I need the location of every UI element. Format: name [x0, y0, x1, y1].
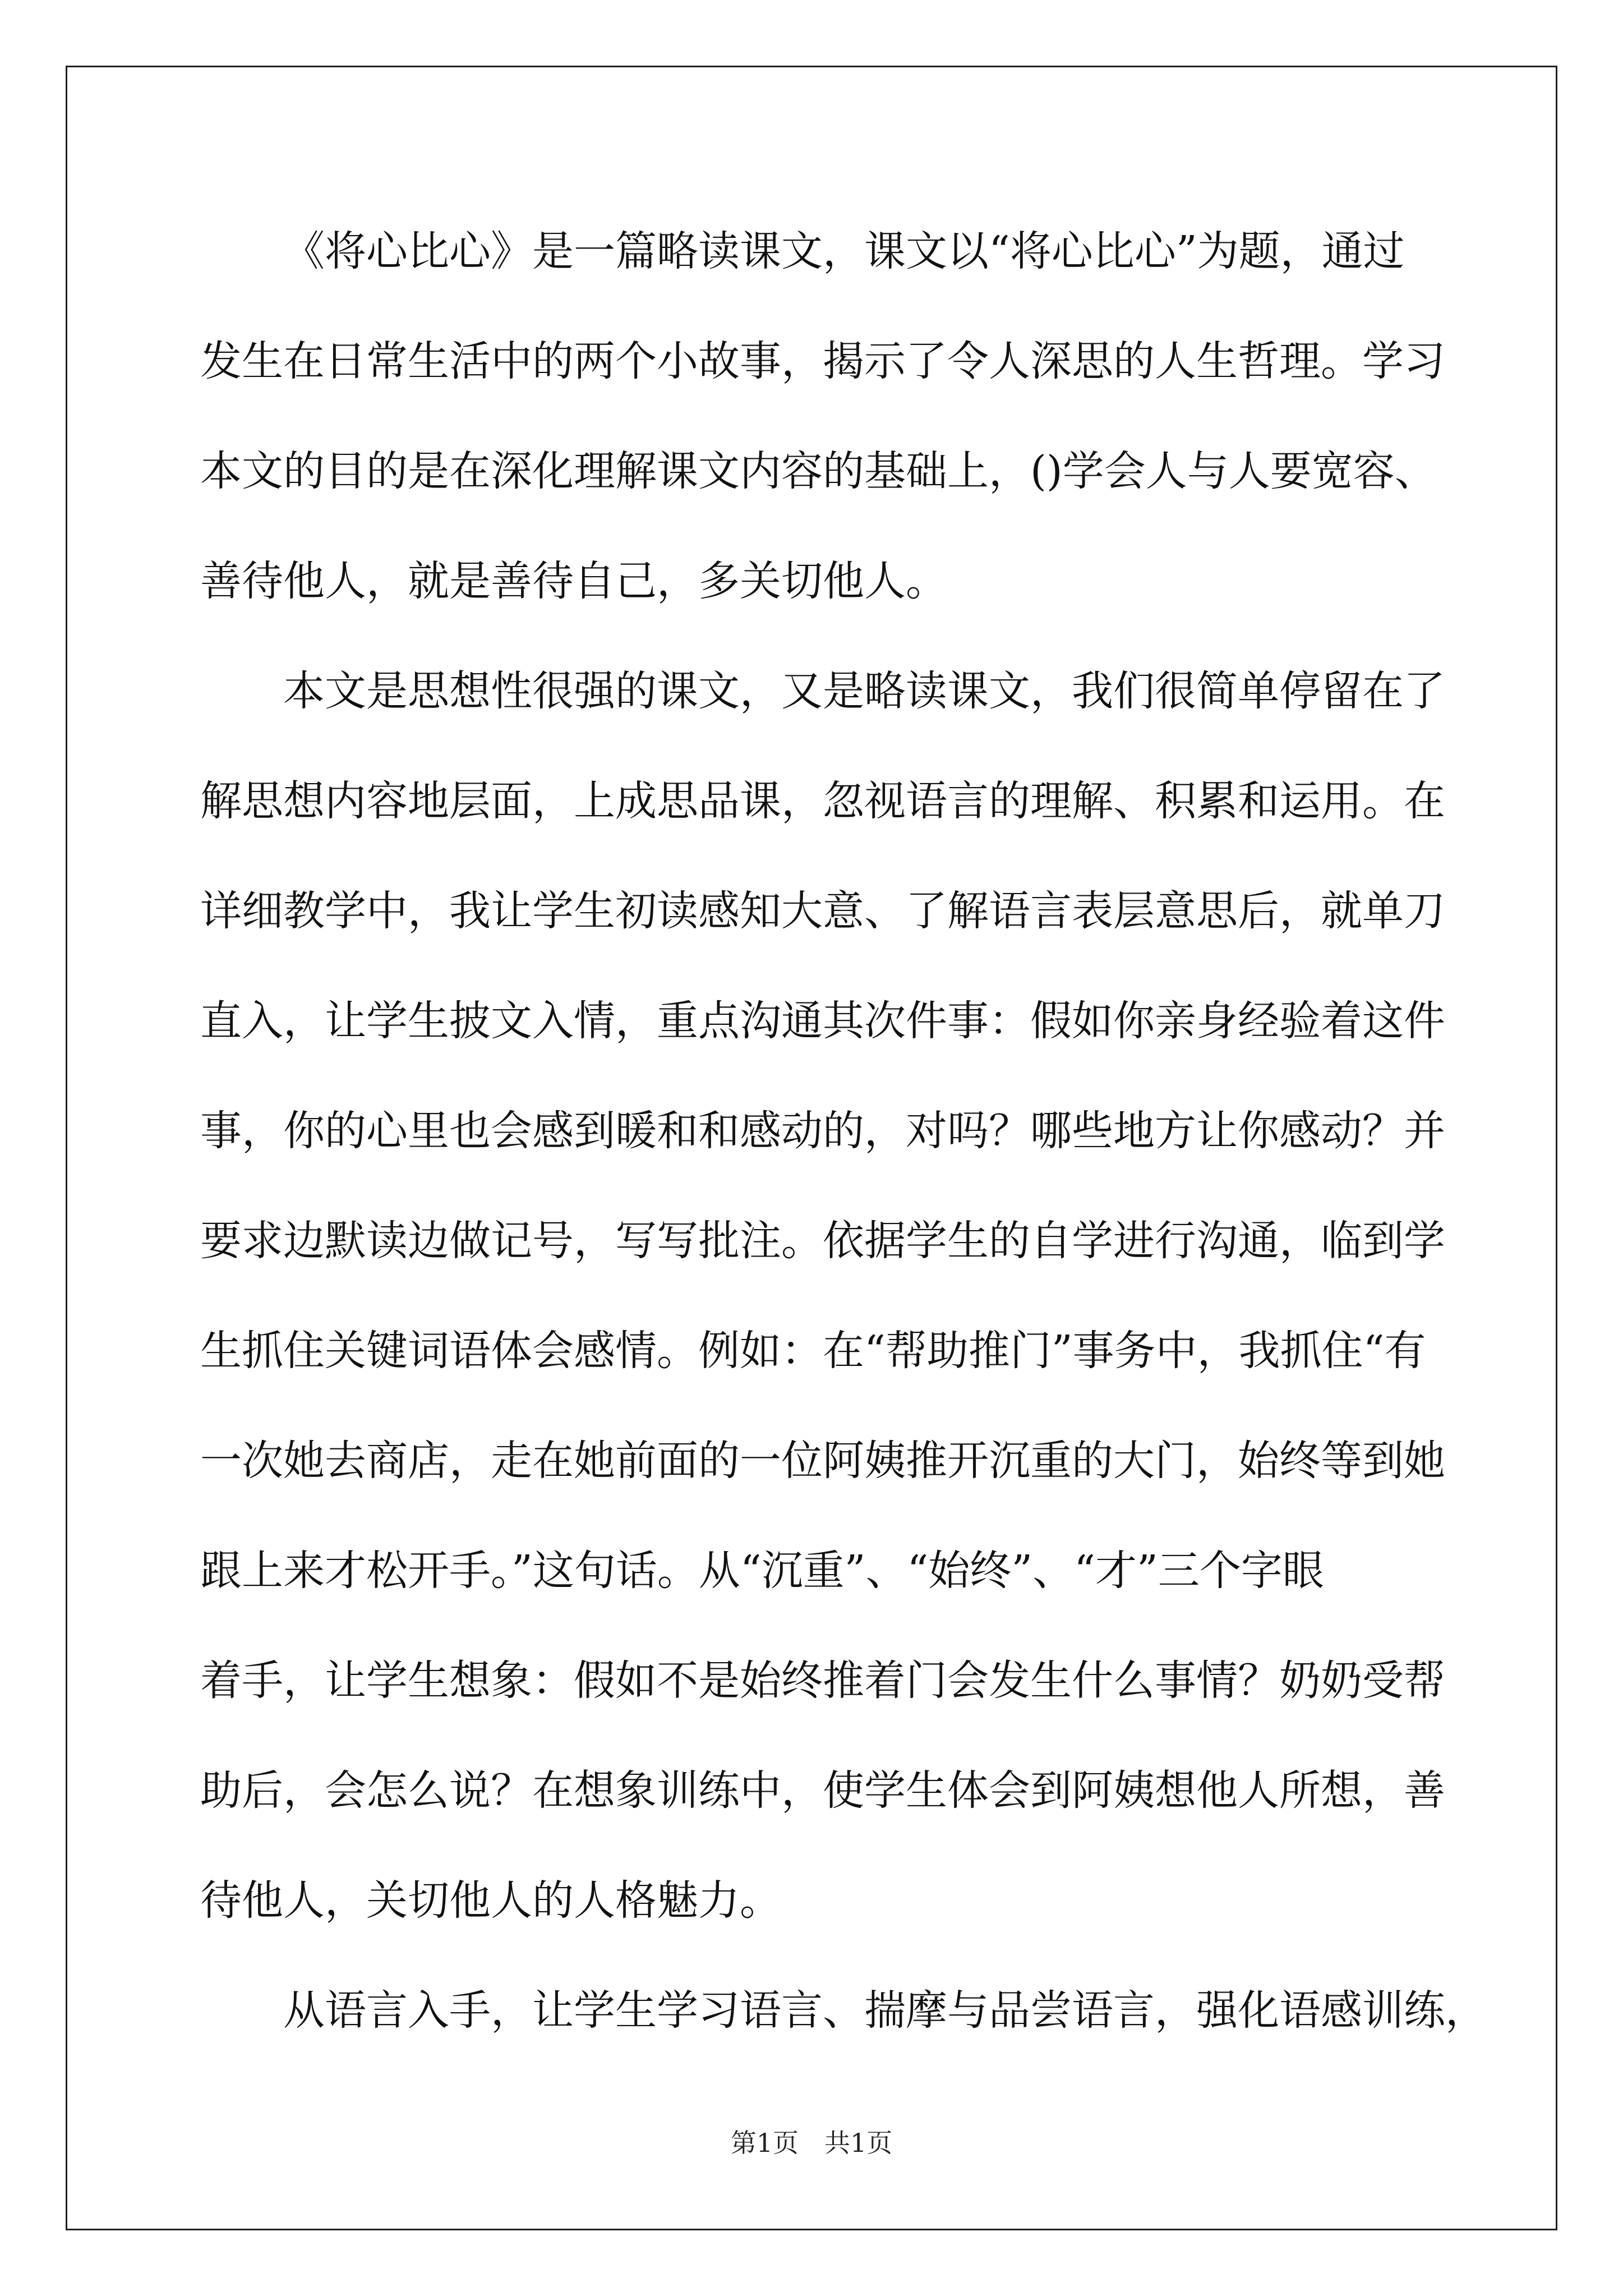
text-line: 助后，会怎么说？在想象训练中，使学生体会到阿姨想他人所想，善: [200, 1766, 1445, 1815]
text-line: 待他人，关切他人的人格魅力。: [200, 1876, 781, 1925]
text-line: 直入，让学生披文入情，重点沟通其次件事：假如你亲身经验着这件: [200, 997, 1445, 1045]
text-line: 《将心比心》是一篇略读课文，课文以“将心比心”为题，通过: [283, 227, 1405, 275]
text-line: 从语言入手，让学生学习语言、揣摩与品尝语言，强化语感训练，: [283, 1986, 1487, 2035]
text-line: 发生在日常生活中的两个小故事，揭示了令人深思的人生哲理。学习: [200, 337, 1445, 385]
document-body: [200, 218, 1487, 2087]
text-line: 解思想内容地层面，上成思品课，忽视语言的理解、积累和运用。在: [200, 777, 1445, 825]
page-footer: 第1页 共1页: [730, 2128, 893, 2158]
text-line: 着手，让学生想象：假如不是始终推着门会发生什么事情？奶奶受帮: [200, 1657, 1445, 1705]
text-line: 一次她去商店，走在她前面的一位阿姨推开沉重的大门，始终等到她: [200, 1437, 1445, 1485]
text-line: 详细教学中，我让学生初读感知大意、了解语言表层意思后，就单刀: [200, 887, 1445, 935]
text-line: 生抓住关键词语体会感情。例如：在“帮助推门”事务中，我抓住“有: [200, 1327, 1426, 1375]
text-line: 事，你的心里也会感到暖和和感动的，对吗？哪些地方让你感动？并: [200, 1107, 1445, 1155]
text-line: 要求边默读边做记号，写写批注。依据学生的自学进行沟通，临到学: [200, 1217, 1445, 1265]
text-line: 善待他人，就是善待自己，多关切他人。: [200, 557, 947, 605]
text-line: 跟上来才松开手。”这句话。从“沉重”、“始终”、“才”三个字眼: [200, 1547, 1324, 1595]
text-line: 本文的目的是在深化理解课文内容的基础上，()学会人与人要宽容、: [200, 447, 1436, 495]
text-line: 本文是思想性很强的课文，又是略读课文，我们很简单停留在了: [283, 667, 1445, 715]
